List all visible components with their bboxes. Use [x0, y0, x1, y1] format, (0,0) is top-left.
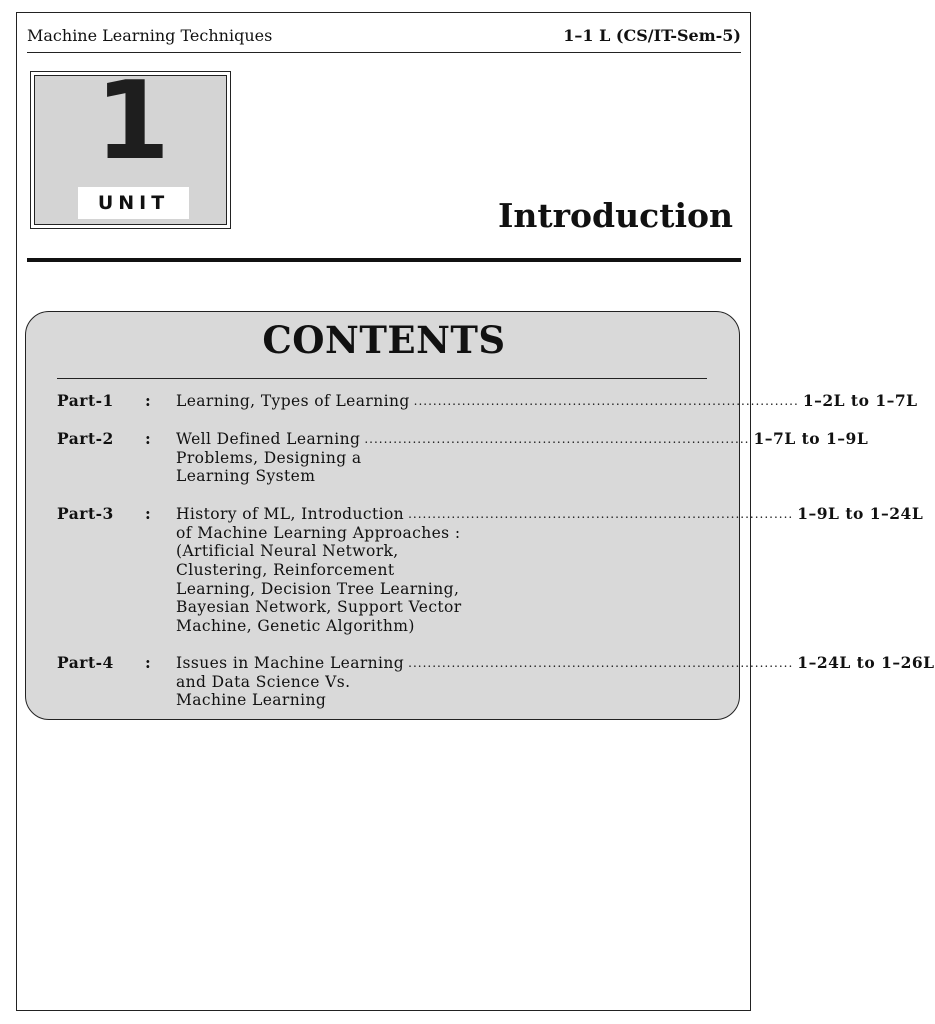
part-topic: History of ML, Introduction: [176, 505, 405, 523]
part-colon: :: [145, 504, 151, 523]
contents-heading: CONTENTS: [262, 318, 506, 362]
part-topic-continuation: [176, 524, 576, 636]
part-topic-continuation: [176, 449, 576, 486]
contents-divider: [57, 378, 707, 379]
page-range: 1–2L to 1–7L: [802, 391, 918, 410]
page-number: 1–1 L (CS/IT-Sem-5): [563, 26, 741, 45]
part-topic: Learning, Types of Learning: [176, 392, 410, 410]
book-title: Machine Learning Techniques: [27, 26, 273, 45]
leader-dots: ................................................................................: [413, 394, 799, 408]
unit-badge: [30, 59, 231, 229]
unit-number: 1: [94, 59, 167, 184]
title-divider: [27, 258, 741, 262]
running-header: [27, 24, 741, 53]
leader-dots: ................................................................................: [364, 432, 750, 446]
topic-line: Machine, Genetic Algorithm): [176, 617, 415, 636]
part-colon: :: [145, 391, 151, 410]
page-range: 1–24L to 1–26L: [797, 653, 935, 672]
part-colon: :: [145, 429, 151, 448]
part-label: Part-2: [57, 429, 114, 448]
part-topic: Issues in Machine Learning: [176, 654, 405, 672]
chapter-title: Introduction: [497, 196, 733, 235]
unit-label: UNIT: [78, 187, 189, 219]
topic-line: Learning System: [176, 467, 316, 486]
part-label: Part-4: [57, 653, 114, 672]
part-label: Part-3: [57, 504, 114, 523]
topic-line: Learning, Decision Tree Learning,: [176, 579, 460, 598]
topic-line: (Artificial Neural Network,: [176, 542, 399, 561]
part-colon: :: [145, 653, 151, 672]
topic-line: Machine Learning: [176, 691, 327, 710]
topic-line: and Data Science Vs.: [176, 672, 351, 691]
topic-line: Bayesian Network, Support Vector: [176, 598, 462, 617]
part-topic-continuation: [176, 673, 576, 710]
part-topic: Well Defined Learning: [176, 430, 361, 448]
page-range: 1–7L to 1–9L: [753, 429, 869, 448]
leader-dots: ................................................................................: [408, 656, 794, 670]
topic-line: of Machine Learning Approaches :: [176, 523, 461, 542]
topic-line: Clustering, Reinforcement: [176, 561, 395, 580]
leader-dots: ................................................................................: [408, 507, 794, 521]
page-range: 1–9L to 1–24L: [797, 504, 924, 523]
topic-line: Problems, Designing a: [176, 448, 362, 467]
part-label: Part-1: [57, 391, 114, 410]
